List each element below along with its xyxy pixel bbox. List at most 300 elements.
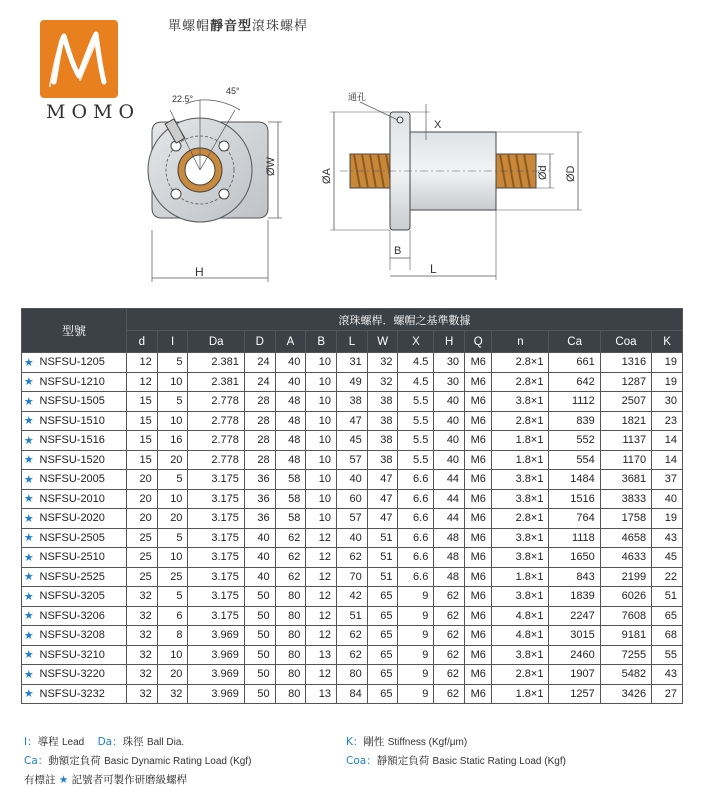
table-cell: 40 <box>434 450 465 470</box>
side-view <box>321 91 582 280</box>
table-cell: M6 <box>465 626 492 646</box>
legend-ball-key: Da： <box>97 736 123 748</box>
table-cell: 6.6 <box>398 567 434 587</box>
table-cell: 2.381 <box>188 353 244 373</box>
table-cell: 50 <box>244 587 275 607</box>
table-cell: 3.175 <box>188 470 244 490</box>
table-cell: 42 <box>337 587 368 607</box>
table-cell: 32 <box>127 606 158 626</box>
model-cell: NSFSU-1510 <box>36 411 127 431</box>
table-cell: M6 <box>465 392 492 412</box>
table-cell: 1112 <box>549 392 600 412</box>
table-cell: M6 <box>465 606 492 626</box>
table-cell: 2507 <box>600 392 651 412</box>
table-row <box>22 567 683 587</box>
table-cell: 15 <box>127 431 158 451</box>
star-icon: ★ <box>22 431 36 451</box>
model-header: 型號 <box>22 309 127 353</box>
table-cell: 9 <box>398 606 434 626</box>
table-cell: 57 <box>337 450 368 470</box>
model-cell: NSFSU-2020 <box>36 509 127 529</box>
legend-note <box>24 772 187 787</box>
table-cell: 6.6 <box>398 470 434 490</box>
table-cell: 3.969 <box>188 684 244 704</box>
table-cell: 6.6 <box>398 489 434 509</box>
table-cell: 40 <box>244 528 275 548</box>
table-cell: 55 <box>652 645 683 665</box>
table-cell: 5 <box>157 528 188 548</box>
table-cell: 32 <box>157 684 188 704</box>
table-cell: 7608 <box>600 606 651 626</box>
table-cell: 3.175 <box>188 489 244 509</box>
table-cell: 12 <box>306 567 337 587</box>
table-cell: 28 <box>244 431 275 451</box>
table-cell: 6026 <box>600 587 651 607</box>
table-cell: 3.175 <box>188 606 244 626</box>
brand-logo <box>40 20 118 98</box>
col-header: n <box>492 331 549 353</box>
table-row <box>22 645 683 665</box>
table-cell: 70 <box>337 567 368 587</box>
table-cell: 1.8×1 <box>492 431 549 451</box>
table-cell: 9 <box>398 587 434 607</box>
table-cell: 16 <box>157 431 188 451</box>
table-row <box>22 626 683 646</box>
table-cell: 13 <box>306 684 337 704</box>
table-cell: 38 <box>337 392 368 412</box>
table-cell: 10 <box>306 450 337 470</box>
table-cell: 3.8×1 <box>492 528 549 548</box>
table-cell: 12 <box>127 372 158 392</box>
table-cell: 50 <box>244 684 275 704</box>
table-cell: 40 <box>275 372 306 392</box>
table-cell: M6 <box>465 665 492 685</box>
table-cell: 19 <box>652 353 683 373</box>
star-icon: ★ <box>22 567 36 587</box>
model-cell: NSFSU-3205 <box>36 587 127 607</box>
table-cell: M6 <box>465 489 492 509</box>
table-cell: 25 <box>127 567 158 587</box>
star-icon: ★ <box>22 450 36 470</box>
table-cell: 80 <box>275 626 306 646</box>
table-cell: 2.8×1 <box>492 509 549 529</box>
table-cell: 32 <box>127 684 158 704</box>
table-cell: 1287 <box>600 372 651 392</box>
table-cell: 51 <box>652 587 683 607</box>
dim-x-label: X <box>434 119 442 131</box>
table-cell: 5.5 <box>398 450 434 470</box>
table-cell: 38 <box>367 431 398 451</box>
table-cell: M6 <box>465 470 492 490</box>
table-row <box>22 353 683 373</box>
table-cell: 38 <box>367 411 398 431</box>
table-cell: 15 <box>127 392 158 412</box>
table-cell: 12 <box>306 606 337 626</box>
table-cell: 5 <box>157 392 188 412</box>
table-cell: 23 <box>652 411 683 431</box>
table-cell: M6 <box>465 509 492 529</box>
table-row <box>22 470 683 490</box>
table-cell: M6 <box>465 450 492 470</box>
table-cell: 10 <box>306 392 337 412</box>
table-cell: M6 <box>465 411 492 431</box>
model-cell: NSFSU-3232 <box>36 684 127 704</box>
table-cell: 1170 <box>600 450 651 470</box>
legend-coa-key: Coa： <box>346 755 377 767</box>
table-cell: 32 <box>367 353 398 373</box>
table-cell: 48 <box>275 431 306 451</box>
model-cell: NSFSU-2505 <box>36 528 127 548</box>
star-icon: ★ <box>22 509 36 529</box>
table-cell: 48 <box>434 528 465 548</box>
model-cell: NSFSU-3220 <box>36 665 127 685</box>
table-cell: 25 <box>157 567 188 587</box>
table-cell: 37 <box>652 470 683 490</box>
table-cell: 10 <box>157 411 188 431</box>
table-cell: 62 <box>434 684 465 704</box>
table-cell: 3.175 <box>188 567 244 587</box>
model-cell: NSFSU-3206 <box>36 606 127 626</box>
table-cell: 80 <box>275 606 306 626</box>
star-icon: ★ <box>22 626 36 646</box>
table-cell: 20 <box>127 509 158 529</box>
model-cell: NSFSU-1505 <box>36 392 127 412</box>
legend-lead-en: Lead <box>61 737 85 748</box>
dim-d-big-label: ØD <box>565 165 577 182</box>
star-icon: ★ <box>22 587 36 607</box>
table-cell: 25 <box>127 528 158 548</box>
table-cell: 38 <box>367 392 398 412</box>
table-cell: 4633 <box>600 548 651 568</box>
table-cell: 30 <box>652 392 683 412</box>
dim-d-small-label: Ød <box>537 165 549 180</box>
legend-stiff-en: Stiffness (Kgf/μm) <box>387 737 468 748</box>
table-cell: 10 <box>157 645 188 665</box>
table-cell: 58 <box>275 470 306 490</box>
table-cell: 2247 <box>549 606 600 626</box>
table-cell: 47 <box>337 411 368 431</box>
note-suffix: 記號者可製作研磨級螺桿 <box>71 774 188 786</box>
table-cell: 28 <box>244 450 275 470</box>
star-icon: ★ <box>22 470 36 490</box>
table-cell: 48 <box>275 450 306 470</box>
table-cell: 28 <box>244 411 275 431</box>
table-cell: 12 <box>306 548 337 568</box>
table-cell: 38 <box>367 450 398 470</box>
col-header: K <box>652 331 683 353</box>
brand-name: MOMO <box>46 101 141 123</box>
table-cell: 552 <box>549 431 600 451</box>
table-cell: 51 <box>367 567 398 587</box>
table-cell: 58 <box>275 489 306 509</box>
table-cell: 3.8×1 <box>492 587 549 607</box>
table-cell: 3.969 <box>188 626 244 646</box>
col-header: I <box>157 331 188 353</box>
table-cell: 4658 <box>600 528 651 548</box>
table-cell: 47 <box>367 489 398 509</box>
table-cell: 5482 <box>600 665 651 685</box>
table-cell: 62 <box>275 528 306 548</box>
table-cell: 843 <box>549 567 600 587</box>
star-icon: ★ <box>22 684 36 704</box>
legend-stiff-key: K： <box>346 736 364 748</box>
dim-a-label: ØA <box>321 168 333 184</box>
table-cell: 65 <box>652 606 683 626</box>
table-row <box>22 509 683 529</box>
table-cell: 661 <box>549 353 600 373</box>
table-row <box>22 411 683 431</box>
table-cell: 45 <box>652 548 683 568</box>
hole-label: 通孔 <box>348 93 367 103</box>
table-cell: 25 <box>127 548 158 568</box>
table-cell: M6 <box>465 353 492 373</box>
legend-coa-zh: 靜額定負荷 <box>376 755 430 767</box>
table-cell: 44 <box>434 489 465 509</box>
model-cell: NSFSU-2510 <box>36 548 127 568</box>
table-cell: 40 <box>434 411 465 431</box>
table-cell: 48 <box>434 567 465 587</box>
table-cell: 40 <box>652 489 683 509</box>
table-cell: 12 <box>306 665 337 685</box>
table-cell: 31 <box>337 353 368 373</box>
table-row <box>22 372 683 392</box>
table-cell: 22 <box>652 567 683 587</box>
table-cell: 3.8×1 <box>492 645 549 665</box>
col-header: Da <box>188 331 244 353</box>
table-cell: 9181 <box>600 626 651 646</box>
table-cell: 80 <box>275 684 306 704</box>
col-header: W <box>367 331 398 353</box>
table-cell: 40 <box>337 470 368 490</box>
angle-label-2: 45° <box>226 86 240 96</box>
table-cell: 12 <box>306 626 337 646</box>
table-cell: 62 <box>275 548 306 568</box>
col-header: Coa <box>600 331 651 353</box>
table-cell: 10 <box>157 548 188 568</box>
table-cell: 19 <box>652 372 683 392</box>
table-cell: 10 <box>306 509 337 529</box>
legend-ca-en: Basic Dynamic Rating Load (Kgf) <box>104 756 252 767</box>
table-cell: 57 <box>337 509 368 529</box>
star-icon: ★ <box>22 392 36 412</box>
table-cell: 10 <box>157 489 188 509</box>
table-cell: 10 <box>306 411 337 431</box>
table-cell: 1758 <box>600 509 651 529</box>
table-cell: 43 <box>652 665 683 685</box>
table-cell: 80 <box>275 665 306 685</box>
model-cell: NSFSU-2010 <box>36 489 127 509</box>
table-cell: 14 <box>652 450 683 470</box>
table-cell: 642 <box>549 372 600 392</box>
table-cell: 3.175 <box>188 528 244 548</box>
table-cell: 62 <box>337 626 368 646</box>
table-cell: 2199 <box>600 567 651 587</box>
table-cell: 62 <box>337 548 368 568</box>
table-cell: 62 <box>434 626 465 646</box>
table-cell: 6.6 <box>398 509 434 529</box>
col-header: Ca <box>549 331 600 353</box>
col-header: L <box>337 331 368 353</box>
table-cell: 3.175 <box>188 587 244 607</box>
table-row <box>22 587 683 607</box>
table-cell: 50 <box>244 626 275 646</box>
table-cell: 12 <box>306 587 337 607</box>
table-cell: 3.969 <box>188 665 244 685</box>
table-cell: 3.8×1 <box>492 392 549 412</box>
table-cell: 65 <box>367 587 398 607</box>
table-cell: 65 <box>367 684 398 704</box>
logo-mark-icon <box>40 20 118 98</box>
table-cell: 50 <box>244 606 275 626</box>
title-prefix: 單螺帽 <box>168 19 211 34</box>
table-cell: 40 <box>244 567 275 587</box>
table-cell: 40 <box>434 392 465 412</box>
table-cell: 3.175 <box>188 509 244 529</box>
col-header: Q <box>465 331 492 353</box>
table-cell: 20 <box>157 665 188 685</box>
front-view <box>148 86 282 282</box>
table-cell: M6 <box>465 431 492 451</box>
table-row <box>22 528 683 548</box>
table-cell: 13 <box>306 645 337 665</box>
table-cell: 10 <box>157 372 188 392</box>
table-cell: 3015 <box>549 626 600 646</box>
table-cell: 40 <box>434 431 465 451</box>
model-cell: NSFSU-1520 <box>36 450 127 470</box>
table-cell: 1.8×1 <box>492 567 549 587</box>
star-icon: ★ <box>58 774 69 786</box>
col-header: B <box>306 331 337 353</box>
table-cell: 20 <box>157 509 188 529</box>
spec-table <box>21 308 683 704</box>
technical-drawing <box>140 80 610 285</box>
table-cell: 6.6 <box>398 548 434 568</box>
table-cell: 2.8×1 <box>492 372 549 392</box>
table-cell: 20 <box>157 450 188 470</box>
model-cell: NSFSU-3208 <box>36 626 127 646</box>
table-cell: 62 <box>434 587 465 607</box>
table-cell: 10 <box>306 431 337 451</box>
table-cell: 5.5 <box>398 431 434 451</box>
table-cell: 80 <box>275 587 306 607</box>
table-cell: 4.8×1 <box>492 606 549 626</box>
table-cell: M6 <box>465 567 492 587</box>
table-cell: 50 <box>244 665 275 685</box>
table-cell: 48 <box>434 548 465 568</box>
legend-stiff-zh: 剛性 <box>363 736 385 748</box>
col-header: H <box>434 331 465 353</box>
table-cell: 1484 <box>549 470 600 490</box>
table-cell: 1821 <box>600 411 651 431</box>
table-cell: 4.8×1 <box>492 626 549 646</box>
table-cell: 839 <box>549 411 600 431</box>
table-cell: 19 <box>652 509 683 529</box>
table-cell: 58 <box>275 509 306 529</box>
col-header: A <box>275 331 306 353</box>
table-cell: M6 <box>465 372 492 392</box>
title-suffix: 滾珠螺桿 <box>252 19 309 34</box>
star-icon: ★ <box>22 548 36 568</box>
title-bold: 靜音型 <box>210 19 253 34</box>
table-cell: 65 <box>367 665 398 685</box>
table-cell: 3.8×1 <box>492 489 549 509</box>
table-cell: 1118 <box>549 528 600 548</box>
table-cell: 3.175 <box>188 548 244 568</box>
table-cell: 10 <box>306 470 337 490</box>
table-cell: 14 <box>652 431 683 451</box>
table-row <box>22 665 683 685</box>
table-cell: 3833 <box>600 489 651 509</box>
table-cell: 10 <box>306 372 337 392</box>
table-row <box>22 392 683 412</box>
table-cell: 48 <box>275 411 306 431</box>
legend-coa-en: Basic Static Rating Load (Kgf) <box>432 756 566 767</box>
legend-lead-key: I： <box>24 736 38 748</box>
table-cell: 764 <box>549 509 600 529</box>
legend-ca-key: Ca： <box>24 755 49 767</box>
table-cell: 20 <box>127 470 158 490</box>
legend-ca-zh: 動額定負荷 <box>48 755 101 767</box>
table-cell: 36 <box>244 509 275 529</box>
table-cell: 554 <box>549 450 600 470</box>
legend-lead <box>24 734 184 749</box>
legend-ball-en: Ball Dia. <box>146 737 185 748</box>
table-cell: 51 <box>367 548 398 568</box>
dim-w-label: ØW <box>265 157 277 176</box>
table-cell: 40 <box>337 528 368 548</box>
table-cell: 36 <box>244 489 275 509</box>
table-cell: 28 <box>244 392 275 412</box>
table-cell: 30 <box>434 353 465 373</box>
table-cell: M6 <box>465 548 492 568</box>
table-cell: 1650 <box>549 548 600 568</box>
table-cell: 7255 <box>600 645 651 665</box>
table-cell: 43 <box>652 528 683 548</box>
table-cell: 2.8×1 <box>492 665 549 685</box>
table-cell: 68 <box>652 626 683 646</box>
col-header: d <box>127 331 158 353</box>
table-cell: 5 <box>157 470 188 490</box>
table-cell: 65 <box>367 645 398 665</box>
table-cell: 1907 <box>549 665 600 685</box>
table-cell: 44 <box>434 470 465 490</box>
table-cell: 1.8×1 <box>492 684 549 704</box>
star-icon: ★ <box>22 353 36 373</box>
table-cell: 32 <box>127 665 158 685</box>
table-cell: 1316 <box>600 353 651 373</box>
table-cell: 20 <box>127 489 158 509</box>
table-cell: 49 <box>337 372 368 392</box>
table-cell: 62 <box>434 606 465 626</box>
table-cell: 12 <box>127 353 158 373</box>
table-cell: 3.8×1 <box>492 470 549 490</box>
col-header: D <box>244 331 275 353</box>
model-cell: NSFSU-1516 <box>36 431 127 451</box>
dim-b-label: B <box>394 245 402 257</box>
table-cell: 45 <box>337 431 368 451</box>
table-row <box>22 684 683 704</box>
legend-stiffness <box>346 734 467 749</box>
table-cell: 2460 <box>549 645 600 665</box>
table-cell: 2.8×1 <box>492 411 549 431</box>
table-cell: 9 <box>398 626 434 646</box>
table-cell: 84 <box>337 684 368 704</box>
table-cell: 51 <box>367 528 398 548</box>
table-cell: 1.8×1 <box>492 450 549 470</box>
table-cell: 1516 <box>549 489 600 509</box>
table-cell: 10 <box>306 489 337 509</box>
table-cell: 15 <box>127 411 158 431</box>
